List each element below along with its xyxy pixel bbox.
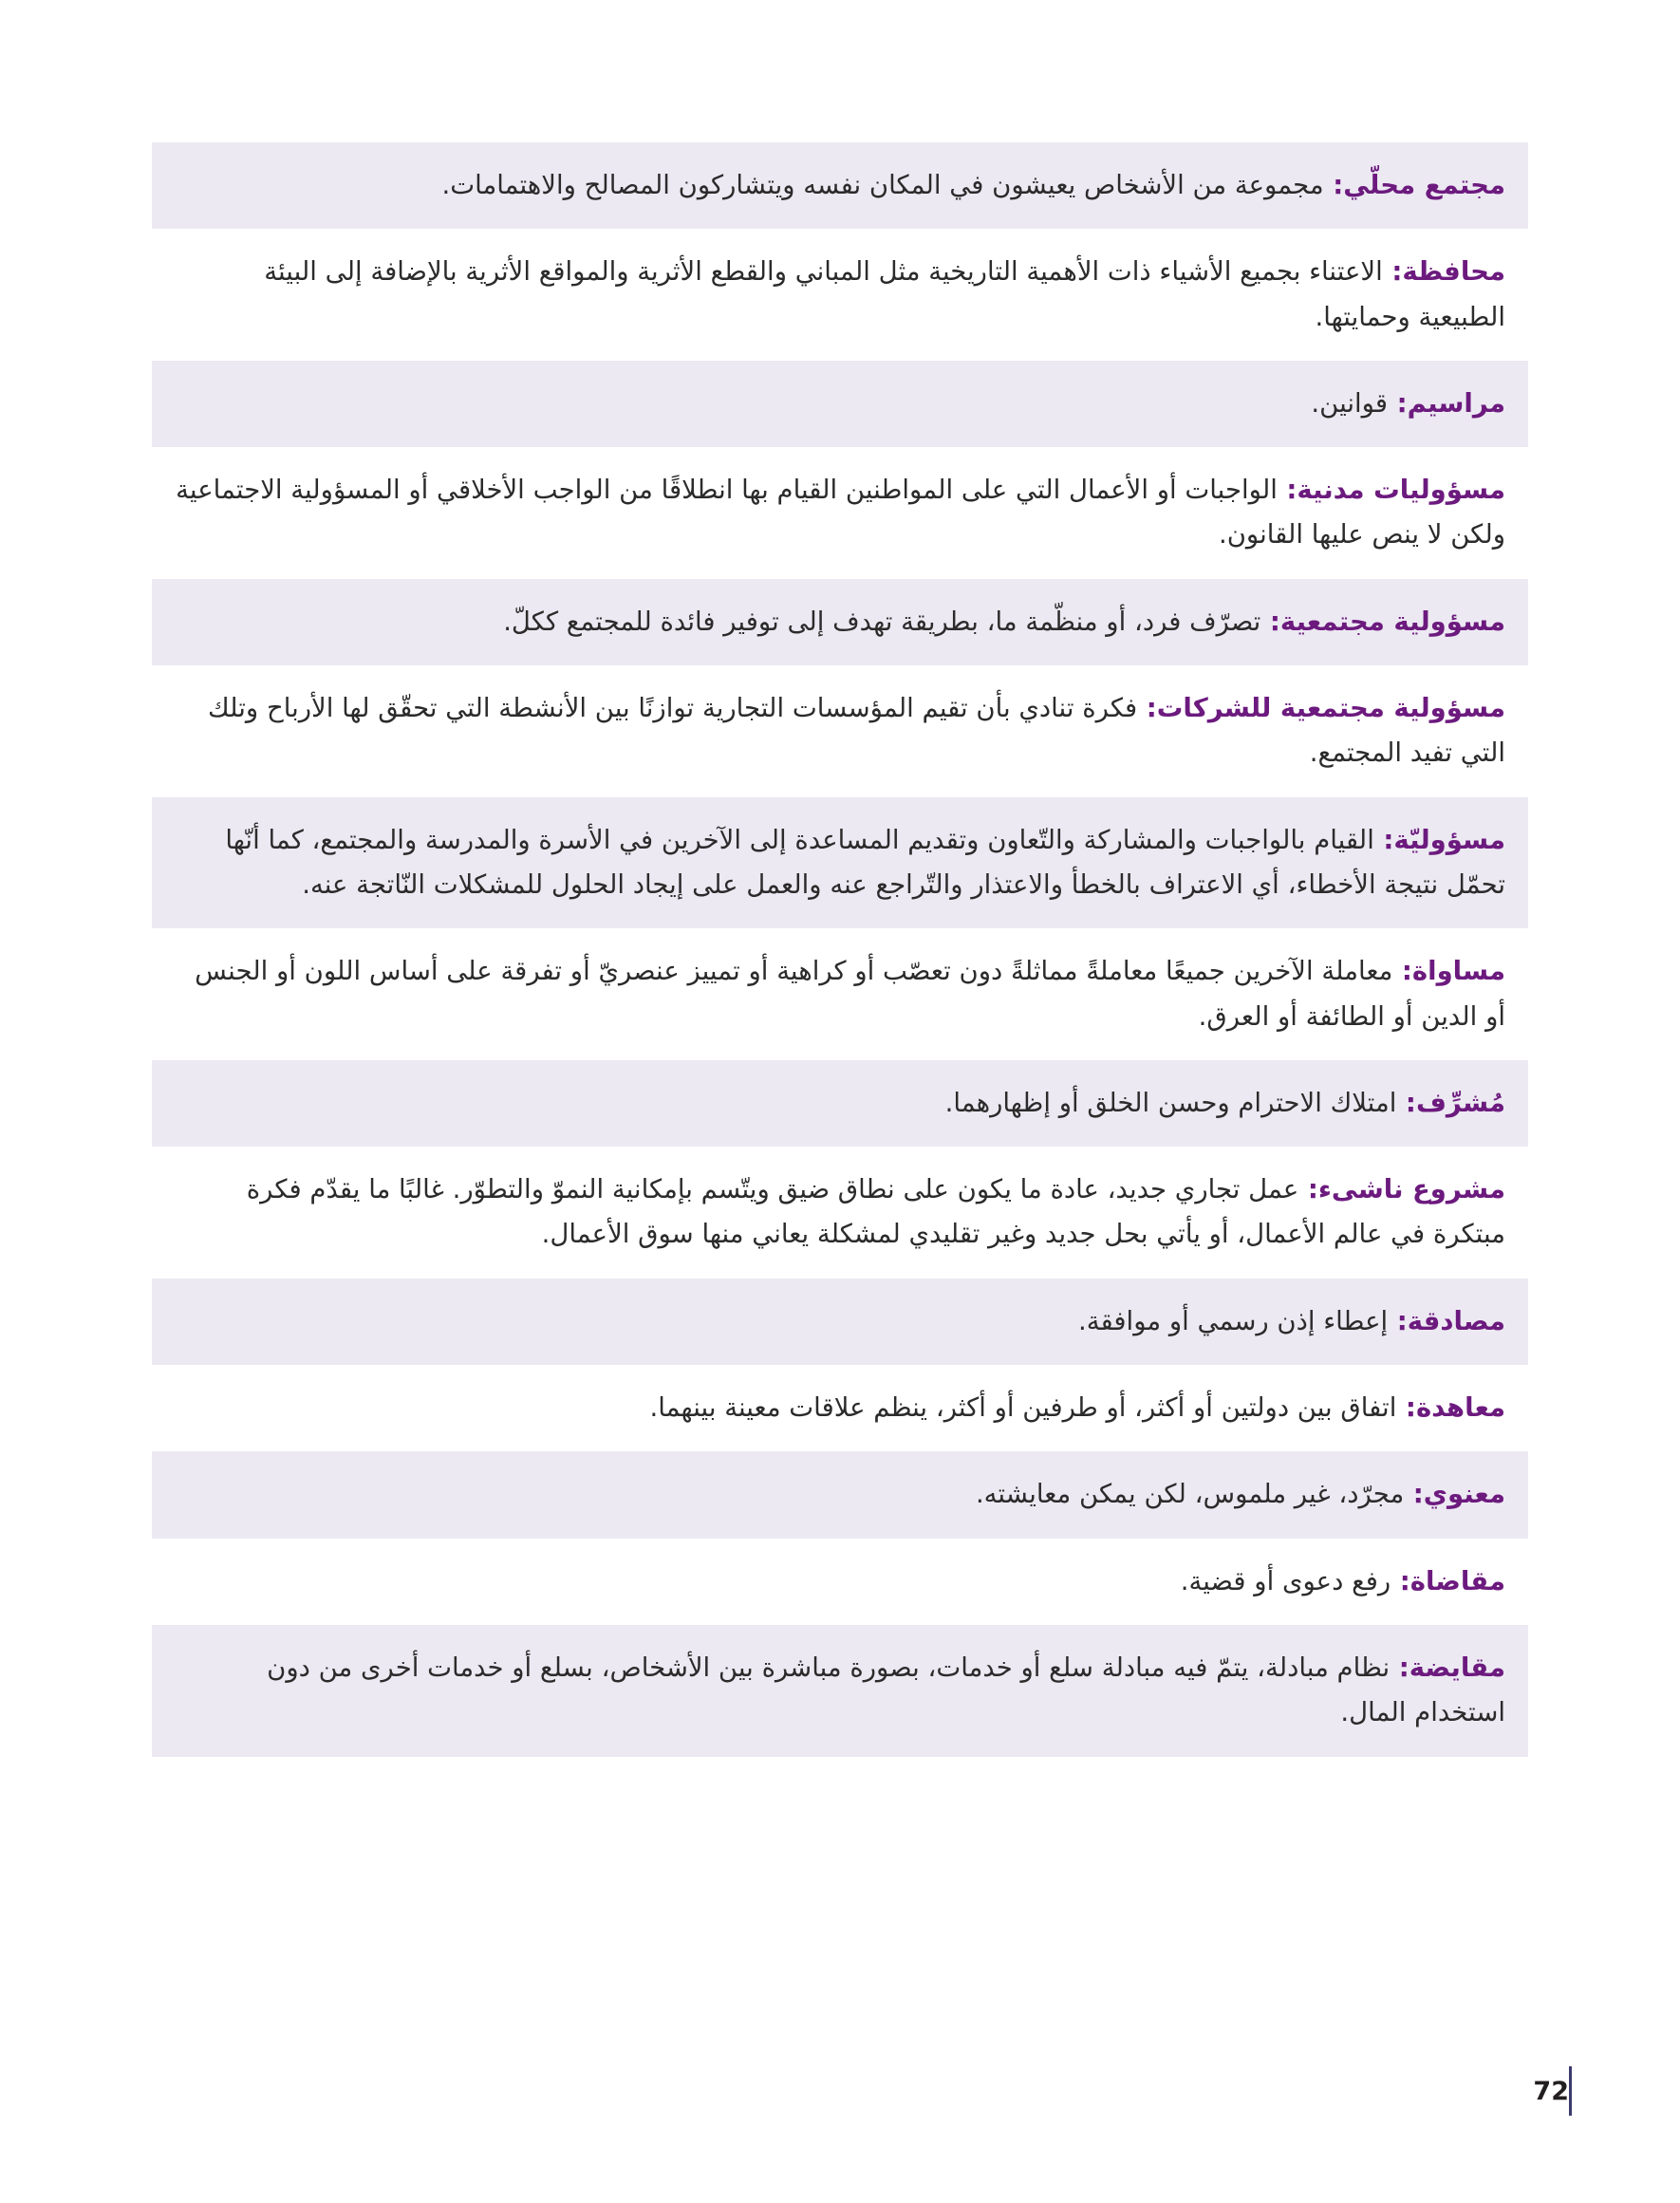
glossary-term: محافظة <box>1402 256 1505 288</box>
glossary-term: مقاضاة <box>1409 1565 1505 1596</box>
glossary-entry <box>152 1365 1528 1451</box>
glossary-term: معاهدة <box>1415 1392 1505 1424</box>
glossary-definition: رفع دعوى أو قضية. <box>1180 1565 1391 1596</box>
glossary-entry <box>152 928 1528 1060</box>
glossary-entry <box>152 361 1528 447</box>
glossary-definition: معاملة الآخرين جميعًا معاملةً مماثلةً دون تعصّب أو كراهية أو تمييز عنصريّ أو تفرقة على أساس اللون أو الجنس أو الدين أو الطائفة أو العرق. <box>195 956 1505 1032</box>
glossary-term: مصادقة <box>1407 1305 1505 1336</box>
glossary-term-colon: : <box>1260 606 1280 637</box>
glossary-term-colon: : <box>1390 1652 1409 1683</box>
glossary-term-colon: : <box>1277 475 1297 506</box>
glossary-term-colon: : <box>1298 1174 1318 1205</box>
glossary-term-colon: : <box>1388 1305 1408 1336</box>
glossary-entry <box>152 1060 1528 1147</box>
glossary-entry <box>152 797 1528 929</box>
glossary-entry <box>152 1539 1528 1625</box>
glossary-definition: قوانين. <box>1311 387 1389 419</box>
glossary-list <box>152 142 1528 1757</box>
glossary-entry <box>152 579 1528 665</box>
glossary-definition: إعطاء إذن رسمي أو موافقة. <box>1078 1305 1389 1336</box>
glossary-entry <box>152 1279 1528 1365</box>
footer-divider <box>1569 2066 1572 2116</box>
glossary-term: مجتمع محلّي <box>1343 170 1505 200</box>
glossary-definition: مجرّد، غير ملموس، لكن يمكن معايشته. <box>975 1479 1405 1510</box>
glossary-entry <box>152 142 1528 229</box>
glossary-term-colon: : <box>1396 1392 1416 1424</box>
glossary-term-colon: : <box>1391 1565 1410 1596</box>
glossary-term: مسؤوليات مدنية <box>1297 475 1505 506</box>
glossary-term: معنوي <box>1423 1479 1505 1510</box>
page-footer <box>1516 2066 1585 2116</box>
glossary-entry <box>152 1625 1528 1757</box>
glossary-term-colon: : <box>1323 170 1344 200</box>
glossary-term: مقايضة <box>1409 1652 1505 1683</box>
glossary-entry <box>152 1451 1528 1538</box>
glossary-term: مشروع ناشىء <box>1317 1174 1505 1205</box>
glossary-definition: الاعتناء بجميع الأشياء ذات الأهمية التاريخية مثل المباني والقطع الأثرية والمواقع الأثرية بالإضافة إلى البيئة الطبيعية وحمايتها. <box>264 256 1505 332</box>
glossary-term: مسؤوليّة <box>1393 824 1505 855</box>
glossary-definition: القيام بالواجبات والمشاركة والتّعاون وتقديم المساعدة إلى الآخرين في الأسرة والمدرسة والمجتمع، كما أنّها تحمّل نتيجة الأخطاء، أي الاعتراف بالخطأ والاعتذار والتّراجع عنه والعمل على إيجاد الحلول للمشكلات النّاتجة عنه. <box>225 824 1505 900</box>
glossary-term-colon: : <box>1404 1479 1424 1510</box>
glossary-term: مسؤولية مجتمعية للشركات <box>1156 693 1505 724</box>
glossary-definition: تصرّف فرد، أو منظّمة ما، بطريقة تهدف إلى توفير فائدة للمجتمع ككلّ. <box>503 606 1261 637</box>
glossary-term-colon: : <box>1392 956 1412 987</box>
glossary-entry <box>152 447 1528 579</box>
glossary-definition: مجموعة من الأشخاص يعيشون في المكان نفسه ويتشاركون المصالح والاهتمامات. <box>441 170 1324 200</box>
glossary-term: مسؤولية مجتمعية <box>1279 606 1505 637</box>
glossary-term-colon: : <box>1388 387 1408 419</box>
glossary-entry <box>152 229 1528 361</box>
glossary-term: مُشرِّف <box>1415 1087 1505 1118</box>
glossary-term-colon: : <box>1382 256 1403 288</box>
glossary-term: مساواة <box>1411 956 1505 987</box>
page-number: 72 <box>1533 2076 1569 2106</box>
glossary-definition: امتلاك الاحترام وحسن الخلق أو إظهارهما. <box>944 1087 1397 1118</box>
glossary-definition: عمل تجاري جديد، عادة ما يكون على نطاق ضيق ويتّسم بإمكانية النموّ والتطوّر. غالبًا ما يقدّم فكرة مبتكرة في عالم الأعمال، أو يأتي بحل جديد وغير تقليدي لمشكلة يعاني منها سوق الأعمال. <box>246 1174 1505 1250</box>
glossary-definition: فكرة تنادي بأن تقيم المؤسسات التجارية توازنًا بين الأنشطة التي تحقّق لها الأرباح وتلك التي تفيد المجتمع. <box>207 693 1505 769</box>
glossary-definition: اتفاق بين دولتين أو أكثر، أو طرفين أو أكثر، ينظم علاقات معينة بينهما. <box>649 1392 1397 1424</box>
glossary-entry <box>152 665 1528 797</box>
glossary-term: مراسيم <box>1407 387 1505 419</box>
glossary-definition: الواجبات أو الأعمال التي على المواطنين القيام بها انطلاقًا من الواجب الأخلاقي أو المسؤولية الاجتماعية ولكن لا ينص عليها القانون. <box>176 475 1505 551</box>
glossary-definition: نظام مبادلة، يتمّ فيه مبادلة سلع أو خدمات، بصورة مباشرة بين الأشخاص، بسلع أو خدمات أخرى من دون استخدام المال. <box>267 1652 1505 1728</box>
glossary-entry <box>152 1147 1528 1279</box>
glossary-term-colon: : <box>1373 824 1394 855</box>
glossary-term-colon: : <box>1137 693 1157 724</box>
glossary-term-colon: : <box>1396 1087 1416 1118</box>
